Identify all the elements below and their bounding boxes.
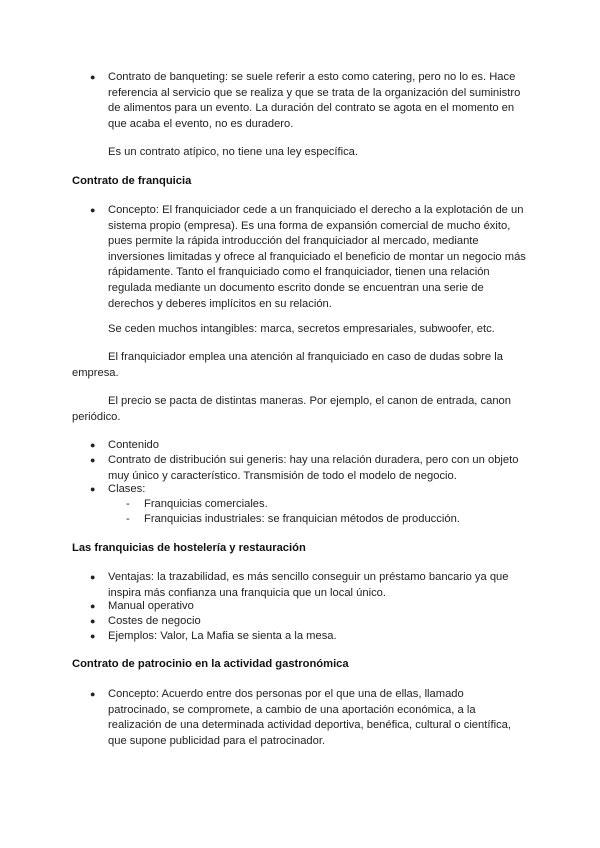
bullet-marker: ● xyxy=(90,631,96,641)
franquicia-atencion: El franquiciador emplea una atención al franquiciado en caso de dudas sobre la empresa. xyxy=(72,351,503,379)
hosteleria-item-ventajas: Ventajas: la trazabilidad, es más sencillo conseguir un préstamo bancario ya que inspira más confianza una franquicia que un local único. xyxy=(108,571,509,599)
heading-franquicia: Contrato de franquicia xyxy=(72,175,192,187)
dash-marker: - xyxy=(126,513,130,525)
franquicia-item-contenido: Contenido xyxy=(108,439,160,451)
bullet-marker: ● xyxy=(90,72,96,82)
bullet-marker: ● xyxy=(90,205,96,215)
franquicia-item-clases: Clases: xyxy=(108,483,146,495)
heading-hosteleria: Las franquicias de hostelería y restauración xyxy=(72,542,306,554)
hosteleria-item-costes: Costes de negocio xyxy=(108,615,201,627)
dash-marker: - xyxy=(126,498,130,510)
banqueting-note: Es un contrato atípico, no tiene una ley específica. xyxy=(108,146,359,158)
clase-comerciales: Franquicias comerciales. xyxy=(144,498,268,510)
franquicia-item-distribucion: Contrato de distribución sui generis: hay una relación duradera, pero con un objeto muy único y característico. Transmisión de todo el modelo de negocio. xyxy=(108,454,519,482)
bullet-marker: ● xyxy=(90,440,96,450)
clase-industriales: Franquicias industriales: se franquician métodos de producción. xyxy=(144,513,460,525)
hosteleria-item-manual: Manual operativo xyxy=(108,600,194,612)
hosteleria-item-ejemplos: Ejemplos: Valor, La Mafia se sienta a la mesa. xyxy=(108,630,337,642)
banqueting-bullet: Contrato de banqueting: se suele referir a esto como catering, pero no lo es. Hace referencia al servicio que se realiza y que se trata de la organización del suministro de alimentos para un evento. La duración del contrato se agota en el momento en que acaba el evento, no es duradero. xyxy=(108,71,521,130)
bullet-marker: ● xyxy=(90,484,96,494)
franquicia-precio: El precio se pacta de distintas maneras. Por ejemplo, el canon de entrada, canon periódico. xyxy=(72,395,511,423)
bullet-marker: ● xyxy=(90,572,96,582)
patrocinio-concept: Concepto: Acuerdo entre dos personas por el que una de ellas, llamado patrocinado, se compromete, a cambio de una aportación económica, a la realización de una determinada actividad deportiva, benéfica, cultural o científica, que supone publicidad para el patrocinador. xyxy=(108,688,511,747)
franquicia-concept: Concepto: El franquiciador cede a un franquiciado el derecho a la explotación de un sistema propio (empresa). Es una forma de expansión comercial de mucho éxito, pues permite la rápida introducción del franquiciador al mercado, mediante inversiones limitadas y ofrece al franquiciado el beneficio de montar un negocio más rápidamente. Tanto el franquiciado como el franquiciador, tienen una relación regulada mediante un documento escrito donde se encuentran una serie de derechos y deberes implícitos en su relación. xyxy=(108,204,526,310)
heading-patrocinio: Contrato de patrocinio en la actividad gastronómica xyxy=(72,658,349,670)
bullet-marker: ● xyxy=(90,455,96,465)
franquicia-intangibles: Se ceden muchos intangibles: marca, secretos empresariales, subwoofer, etc. xyxy=(108,323,495,335)
bullet-marker: ● xyxy=(90,601,96,611)
bullet-marker: ● xyxy=(90,616,96,626)
bullet-marker: ● xyxy=(90,689,96,699)
